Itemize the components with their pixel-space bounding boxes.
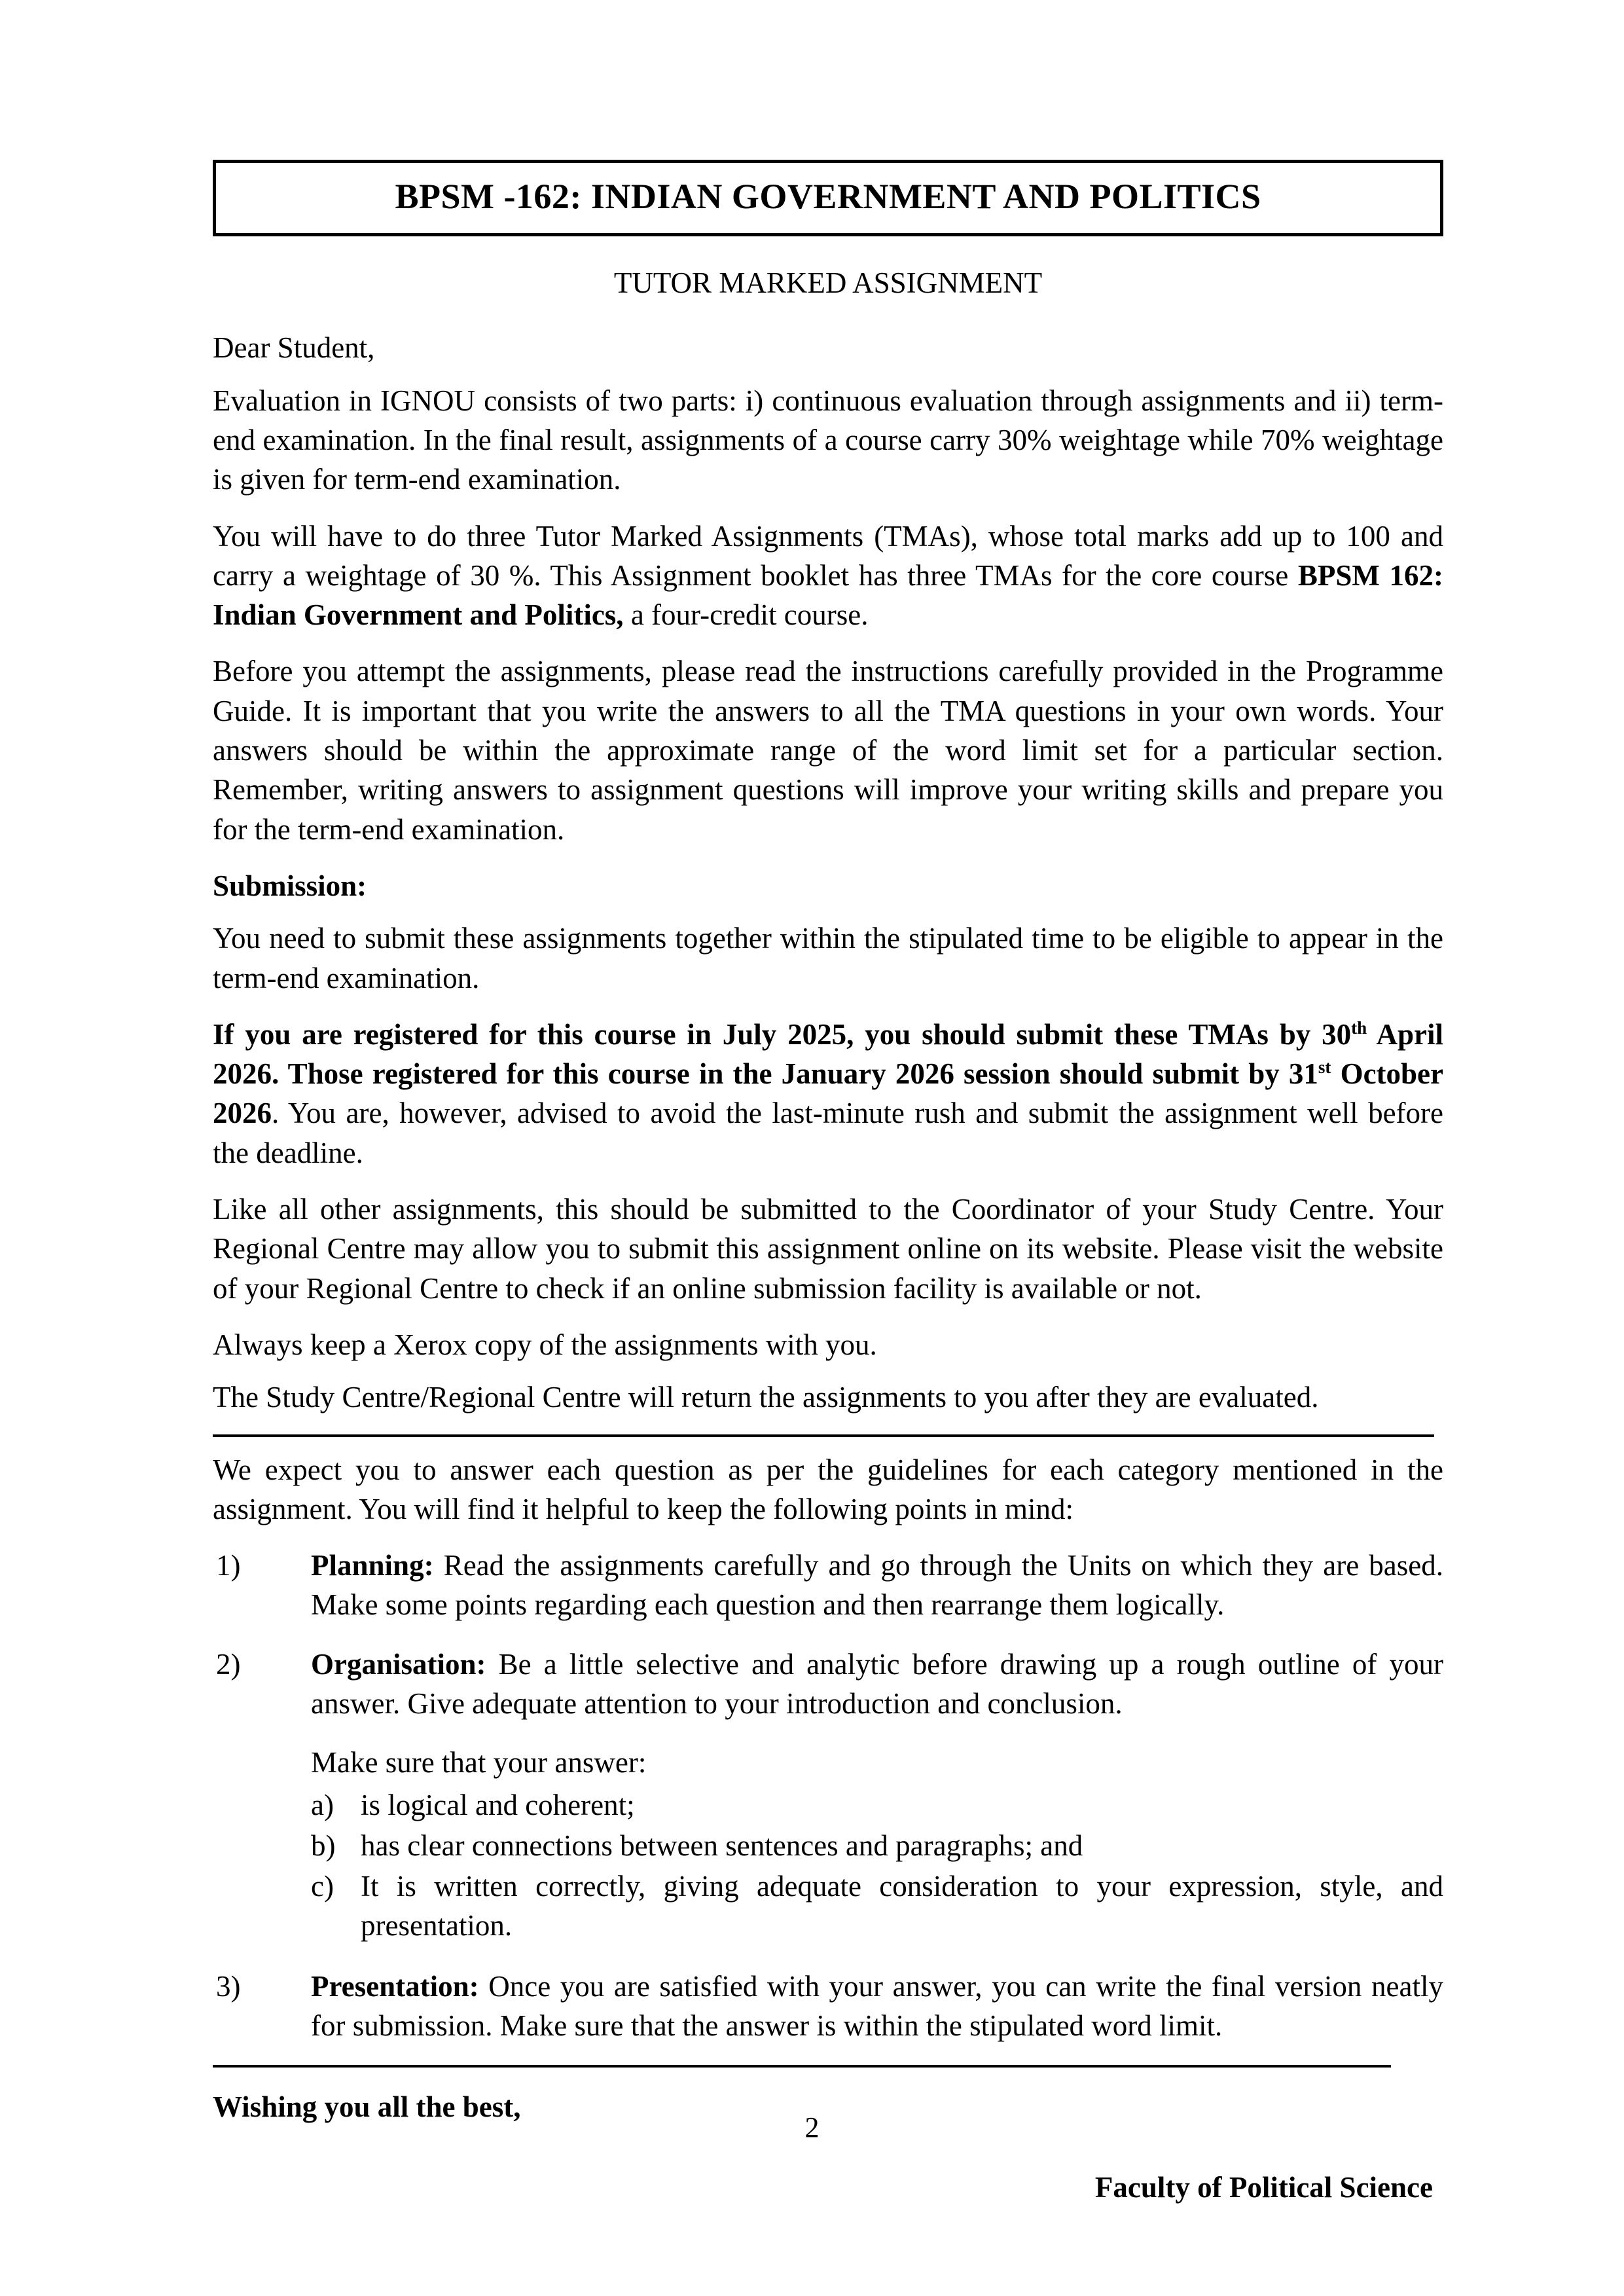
paragraph-tmas-intro: [213, 517, 1443, 635]
list-item: [213, 1645, 1443, 1947]
document-content: [213, 160, 1443, 2207]
page-title: BPSM -162: INDIAN GOVERNMENT AND POLITICS: [395, 177, 1261, 216]
list-item-text: Once you are satisfied with your answer, you can write the final version neatly for submission. Make sure that the answer is within the stipulated word limit.: [311, 1969, 1443, 2043]
deadline-ordinal-th: th: [1351, 1017, 1367, 1038]
paragraph-expectation: We expect you to answer each question as per the guidelines for each category mentioned in the assignment. You will find it helpful to keep the following points in mind:: [213, 1453, 1443, 1525]
list-item-label: Organisation:: [311, 1647, 486, 1681]
sub-list-item-text: It is written correctly, giving adequate consideration to your expression, style, and presentation.: [361, 1870, 1443, 1942]
title-box: [213, 160, 1443, 236]
sub-list-item-marker: a): [311, 1788, 334, 1821]
sub-list-item-text: is logical and coherent;: [361, 1788, 635, 1821]
submission-heading: Submission:: [213, 869, 367, 902]
list-item: [213, 1546, 1443, 1625]
list-item-body: [311, 1645, 1443, 1947]
paragraph-coordinator: Like all other assignments, this should be submitted to the Coordinator of your Study Centre. Your Regional Centre may allow you to submit this assignment online on its website. Please visit the website of your Regional Centre to check if an online submission facility is available or not.: [213, 1193, 1443, 1305]
sub-list-item: [311, 1826, 1443, 1865]
sub-list-item: [311, 1867, 1443, 1946]
deadline-advice: . You are, however, advised to avoid the last-minute rush and submit the assignment well before the deadline.: [213, 1097, 1443, 1169]
list-item-marker: 2): [216, 1647, 241, 1681]
deadline-text-3: October 2026: [213, 1057, 1444, 1130]
tmas-intro-part1: You will have to do three Tutor Marked Assignments (TMAs), whose total marks add up to 100 and carry a weightage of 30 %. This Assignment booklet has three TMAs for the core course: [213, 519, 1443, 592]
list-item: [213, 1967, 1443, 2046]
divider-rule-bottom: [213, 2065, 1391, 2068]
list-item-text: Be a little selective and analytic before drawing up a rough outline of your answer. Give adequate attention to your introduction and conclusion.: [311, 1647, 1443, 1720]
deadline-text-1: If you are registered for this course in July 2025, you should submit these TMAs by 30: [213, 1017, 1352, 1051]
sub-list-item-marker: b): [311, 1829, 336, 1862]
sub-list-item-text: has clear connections between sentences and paragraphs; and: [361, 1829, 1083, 1862]
list-item-label: Presentation:: [311, 1969, 479, 2003]
list-item-label: Planning:: [311, 1549, 434, 1582]
list-item-body: [311, 1546, 1443, 1625]
sub-list: [311, 1743, 1443, 1945]
paragraph-xerox-copy: Always keep a Xerox copy of the assignments with you.: [213, 1328, 877, 1361]
paragraph-deadlines: [213, 1015, 1443, 1173]
sub-list-item: [311, 1785, 1443, 1825]
deadline-ordinal-st: st: [1318, 1057, 1331, 1078]
sub-list-intro: Make sure that your answer:: [311, 1746, 647, 1779]
list-item-body: [311, 1967, 1443, 2046]
divider-rule-top: [213, 1434, 1434, 1437]
paragraph-submission-body: You need to submit these assignments together within the stipulated time to be eligible to appear in the term-end examination.: [213, 922, 1443, 994]
tmas-course-name: BPSM 162: Indian Government and Politics,: [213, 558, 1443, 632]
guidelines-list: [213, 1546, 1443, 2045]
subtitle: TUTOR MARKED ASSIGNMENT: [613, 266, 1043, 300]
closing-wishes: Wishing you all the best,: [213, 2090, 521, 2124]
page-number: 2: [804, 2111, 820, 2143]
paragraph-before-attempt: Before you attempt the assignments, please read the instructions carefully provided in the Programme Guide. It is important that you write the answers to all the TMA questions in your own words. Your answers should be within the approximate range of the word limit set for a particular section. Remember, writing answers to assignment questions will improve your writing skills and prepare you for the term-end examination.: [213, 655, 1443, 846]
paragraph-evaluation: Evaluation in IGNOU consists of two parts: i) continuous evaluation through assignments and ii) term-end examination. In the final result, assignments of a course carry 30% weightage while 70% weightage is given for term-end examination.: [213, 384, 1443, 496]
list-item-text: Read the assignments carefully and go through the Units on which they are based. Make some points regarding each question and then rearrange them logically.: [311, 1549, 1443, 1622]
deadline-text-2: April 2026. Those registered for this course in the January 2026 session should submit by 31: [213, 1017, 1443, 1091]
tmas-intro-part2: a four-credit course.: [623, 598, 869, 632]
sub-list-item-marker: c): [311, 1870, 334, 1903]
list-item-marker: 3): [216, 1969, 241, 2003]
list-item-marker: 1): [216, 1549, 241, 1582]
salutation: Dear Student,: [213, 331, 375, 365]
paragraph-return-assignments: The Study Centre/Regional Centre will return the assignments to you after they are evaluated.: [213, 1381, 1319, 1414]
closing-signature: Faculty of Political Science: [1094, 2170, 1433, 2204]
